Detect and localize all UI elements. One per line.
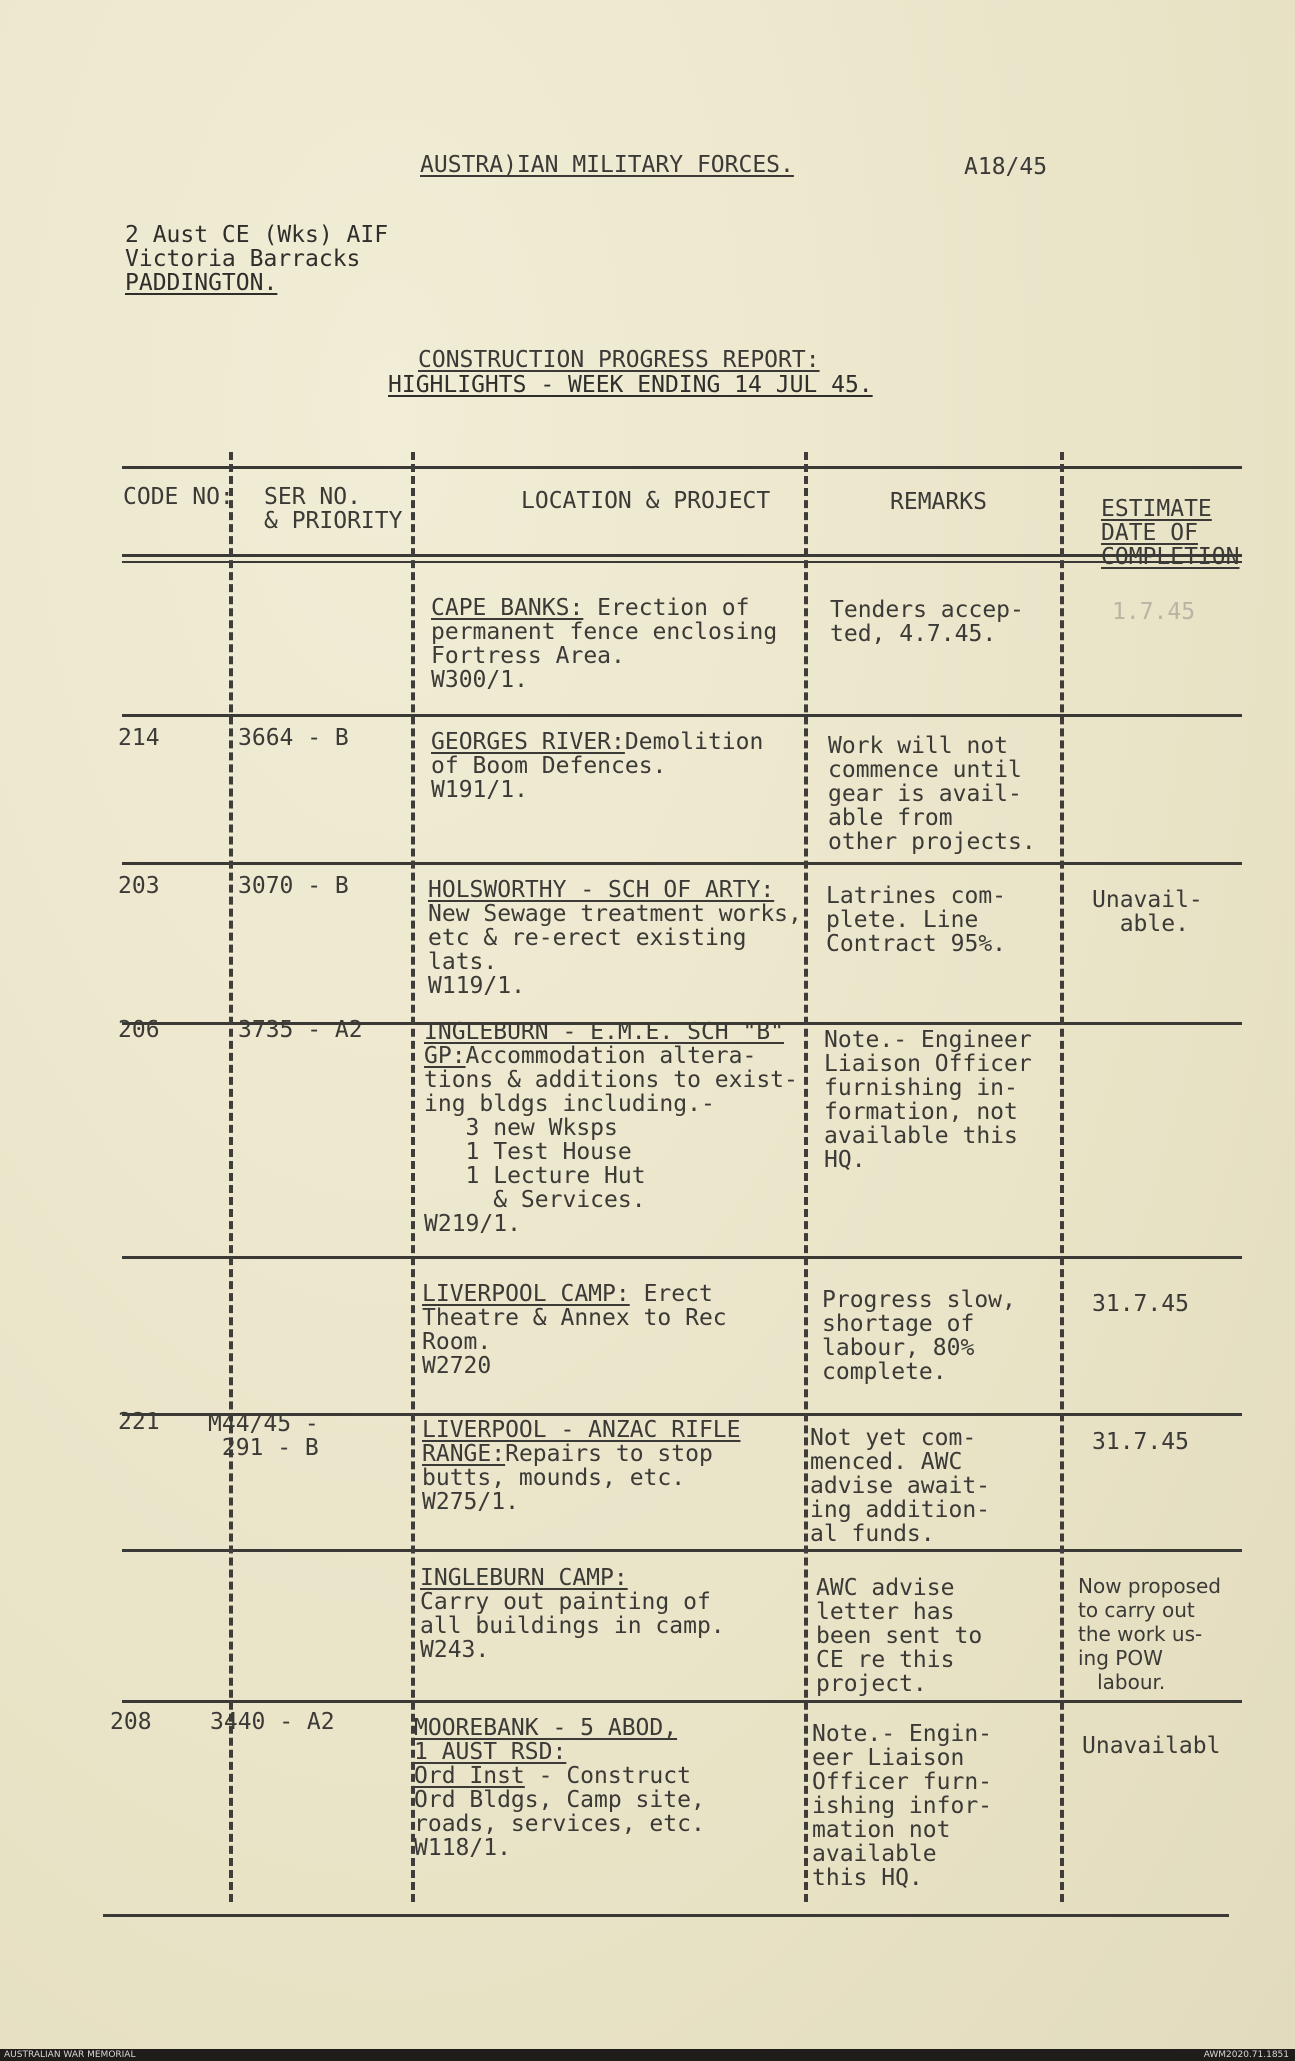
row-6-remarks: Not yet com- menced. AWC advise await- ing addition- al funds. [810, 1425, 991, 1547]
row-4-location-place: INGLEBURN - E.M.E. SCH "B" GP: [424, 1019, 785, 1069]
row-2-ser: 3664 - B [238, 725, 349, 751]
row-2-location-detail: Demolition of Boom Defences. W191/1. [431, 729, 764, 803]
row-4-ser: 3735 - A2 [238, 1017, 363, 1043]
document-reference: A18/45 [964, 154, 1048, 180]
header-remarks: REMARKS [890, 489, 987, 515]
row-6-location-place: LIVERPOOL - ANZAC RIFLE RANGE: [422, 1417, 741, 1467]
row-1-remarks: Tenders accep- ted, 4.7.45. [830, 597, 1024, 647]
row-3-ser: 3070 - B [238, 873, 349, 899]
header-rule-2 [122, 561, 1242, 563]
row-6-ser: M44/45 - 291 - B [208, 1411, 319, 1461]
column-separator-2 [411, 452, 415, 1902]
row-6-location [422, 1418, 741, 1514]
row-3-code: 203 [118, 873, 160, 899]
row-1-location [431, 596, 777, 692]
row-5-location-place: LIVERPOOL CAMP: [422, 1281, 630, 1307]
column-separator-4 [1060, 452, 1064, 1902]
row-5-estimate: 31.7.45 [1092, 1291, 1189, 1317]
row-2-remarks: Work will not commence until gear is avail- able from other projects. [828, 733, 1036, 855]
row-5-location [422, 1282, 727, 1378]
header-code-no: CODE NO: [123, 484, 234, 510]
row-3-location [428, 878, 802, 998]
row-3-location-detail: New Sewage treatment works, etc & re-erect existing lats. W119/1. [428, 901, 802, 999]
row-7-location-detail: Carry out painting of all buildings in camp. W243. [420, 1589, 725, 1663]
row-7-location-place: INGLEBURN CAMP: [420, 1565, 628, 1591]
row-1-location-detail: Erection of permanent fence enclosing Fortress Area. W300/1. [431, 595, 778, 693]
footer-accession-number: AWM2020.71.1851 [1203, 2050, 1289, 2060]
row-2-location [431, 730, 763, 802]
column-separator-1 [229, 452, 233, 1902]
row-2-code: 214 [118, 725, 160, 751]
row-rule-4 [122, 1256, 1242, 1259]
row-7-estimate: Now proposed to carry out the work us- ing POW labour. [1078, 1574, 1221, 1694]
from-line-1: 2 Aust CE (Wks) AIF [125, 222, 389, 248]
row-4-location [424, 1020, 798, 1236]
row-8-location [414, 1716, 705, 1860]
footer-institution: AUSTRALIAN WAR MEMORIAL [4, 2050, 136, 2060]
report-title-1: CONSTRUCTION PROGRESS REPORT: [418, 347, 820, 373]
from-line-2: Victoria Barracks [125, 246, 361, 272]
row-8-ser: 3440 - A2 [210, 1709, 335, 1735]
row-rule-2 [122, 862, 1242, 865]
header-rule-1 [122, 554, 1242, 557]
row-4-remarks: Note.- Engineer Liaison Officer furnishing in- formation, not available this HQ. [824, 1027, 1032, 1173]
table-top-rule [122, 466, 1242, 469]
row-7-location [420, 1566, 725, 1662]
header-location-project: LOCATION & PROJECT [521, 488, 771, 514]
row-3-location-place: HOLSWORTHY - SCH OF ARTY: [428, 877, 775, 903]
row-8-remarks: Note.- Engin- eer Liaison Officer furn- ishing infor- mation not available this HQ. [812, 1721, 993, 1891]
row-rule-6 [122, 1549, 1242, 1552]
document-title: AUSTRA)IAN MILITARY FORCES. [420, 152, 794, 178]
report-title-2: HIGHLIGHTS - WEEK ENDING 14 JUL 45. [388, 372, 873, 398]
row-4-code: 206 [118, 1017, 160, 1043]
row-5-location-detail: Erect Theatre & Annex to Rec Room. W2720 [422, 1281, 727, 1379]
header-ser-no-priority: SER NO. & PRIORITY [264, 484, 403, 534]
row-rule-7 [122, 1700, 1242, 1703]
from-line-3: PADDINGTON. [125, 270, 278, 296]
archive-footer [0, 2049, 1295, 2061]
row-6-location-detail: Repairs to stop butts, mounds, etc. W275/1. [422, 1441, 713, 1515]
row-rule-1 [122, 714, 1242, 717]
row-6-estimate: 31.7.45 [1092, 1429, 1189, 1455]
row-2-location-place: GEORGES RIVER: [431, 729, 625, 755]
row-8-location-place: MOOREBANK - 5 ABOD, 1 AUST RSD: Ord Inst [414, 1715, 678, 1789]
table-bottom-rule [103, 1914, 1229, 1917]
row-3-estimate: Unavail- able. [1092, 887, 1203, 937]
row-1-estimate: 1.7.45 [1112, 599, 1196, 625]
row-1-location-place: CAPE BANKS: [431, 595, 584, 621]
row-3-remarks: Latrines com- plete. Line Contract 95%. [826, 883, 1007, 957]
row-8-code: 208 [110, 1709, 152, 1735]
header-estimate-date: ESTIMATE DATE OF COMPLETION [1101, 496, 1240, 570]
row-4-location-detail: Accommodation altera- tions & additions to exist- ing bldgs including.- 3 new Wksps 1 Test House 1 Lecture Hut & Services. W219/1. [424, 1043, 798, 1237]
row-8-location-detail: - Construct Ord Bldgs, Camp site, roads, services, etc. W118/1. [414, 1763, 705, 1861]
row-8-estimate: Unavailabl [1082, 1733, 1221, 1759]
row-7-remarks: AWC advise letter has been sent to CE re this project. [816, 1575, 983, 1697]
column-separator-3 [804, 452, 808, 1902]
row-5-remarks: Progress slow, shortage of labour, 80% complete. [822, 1287, 1016, 1385]
row-6-code: 221 [118, 1409, 160, 1435]
